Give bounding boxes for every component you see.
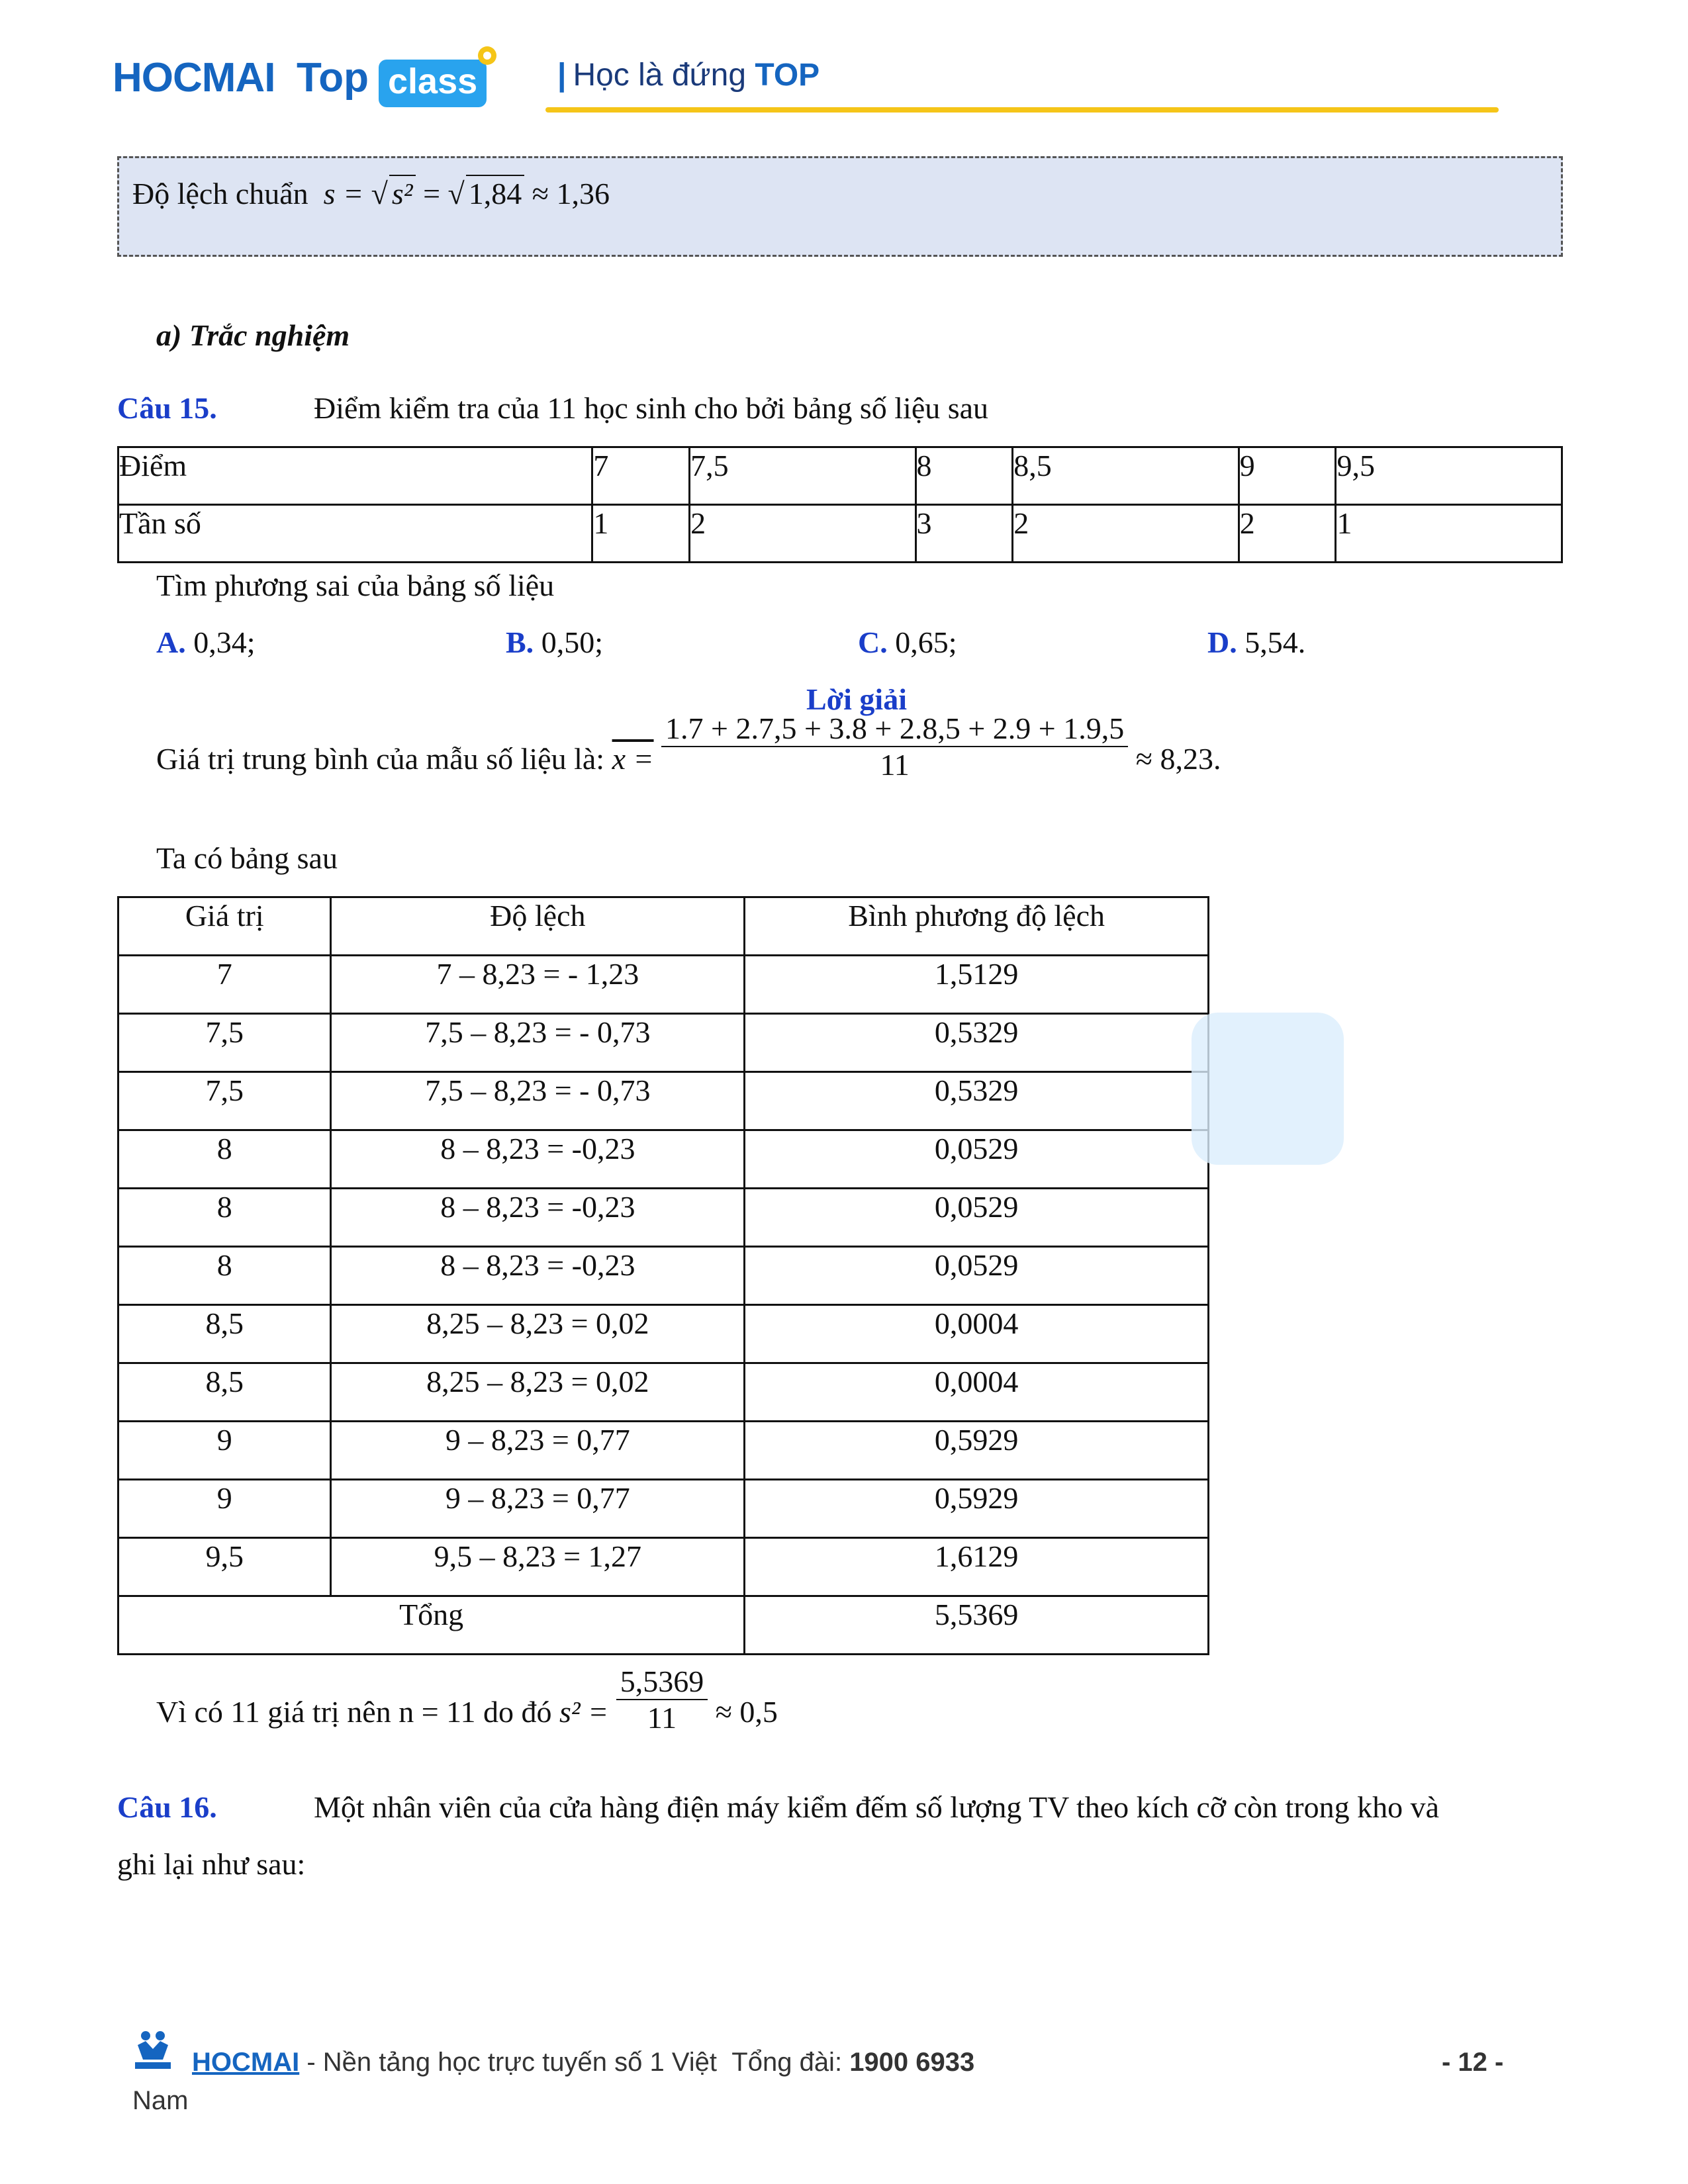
table-row (118, 1422, 1209, 1480)
table-cell: 2 (1013, 505, 1239, 563)
conclusion-numerator: 5,5369 (616, 1664, 708, 1700)
table-cell: 8 – 8,23 = -0,23 (331, 1189, 745, 1247)
option-key: D. (1207, 625, 1237, 659)
table-cell: 2 (690, 505, 915, 563)
formula-result: ≈ 1,36 (532, 177, 610, 210)
conclusion-denominator: 11 (647, 1701, 677, 1735)
table-cell: 7,5 – 8,23 = - 0,73 (331, 1014, 745, 1072)
table-cell: 7 (592, 447, 690, 505)
table-cell: 8,5 (1013, 447, 1239, 505)
formula-sqrt2: 1,84 (466, 175, 525, 211)
table-row (118, 1305, 1209, 1363)
tagline: | Học là đứng TOP (557, 58, 820, 93)
page-number: - 12 - (1442, 2048, 1504, 2077)
footer (192, 2048, 974, 2077)
table-cell: 0,0529 (745, 1247, 1209, 1305)
mean-result: ≈ 8,23. (1135, 742, 1221, 776)
table-cell: 0,0004 (745, 1305, 1209, 1363)
mean-numerator: 1.7 + 2.7,5 + 3.8 + 2.8,5 + 2.9 + 1.9,5 (661, 711, 1128, 747)
table-cell: 8 – 8,23 = -0,23 (331, 1130, 745, 1189)
gear-icon (475, 44, 499, 68)
table-cell: Điểm (118, 447, 592, 505)
option-d[interactable] (1207, 625, 1305, 660)
table-cell: 7 – 8,23 = - 1,23 (331, 956, 745, 1014)
q15-prompt: Tìm phương sai của bảng số liệu (156, 569, 555, 602)
table-row (118, 1363, 1209, 1422)
table-cell: 7,5 (690, 447, 915, 505)
hocmai-logo-icon (130, 2026, 176, 2073)
total-label: Tổng (118, 1596, 745, 1655)
option-key: A. (156, 625, 186, 659)
formula-eq: = (423, 177, 441, 210)
table-cell: 8,25 – 8,23 = 0,02 (331, 1305, 745, 1363)
conclusion-lhs: s² = (559, 1695, 609, 1729)
tagline-bold: TOP (755, 58, 820, 93)
table-cell: 7,5 (118, 1014, 331, 1072)
option-value: 5,54. (1244, 625, 1306, 659)
table-row (118, 1189, 1209, 1247)
column-header: Độ lệch (331, 897, 745, 956)
total-value: 5,5369 (745, 1596, 1209, 1655)
table-cell: 0,5929 (745, 1480, 1209, 1538)
conclusion-text: Vì có 11 giá trị nên n = 11 do đó (156, 1695, 552, 1729)
hotline-number: 1900 6933 (849, 2048, 975, 2077)
table-cell: 1,5129 (745, 956, 1209, 1014)
option-value: 0,50; (541, 625, 603, 659)
option-value: 0,65; (895, 625, 957, 659)
table-cell: 7 (118, 956, 331, 1014)
q15-text: Điểm kiểm tra của 11 học sinh cho bởi bảng số liệu sau (314, 391, 989, 425)
std-dev-formula: Độ lệch chuẩn s = √ s² = √ 1,84 ≈ 1,36 (132, 175, 610, 211)
table-cell: 0,5329 (745, 1014, 1209, 1072)
table-cell: 1,6129 (745, 1538, 1209, 1596)
table-cell: 9,5 (118, 1538, 331, 1596)
option-a[interactable] (156, 625, 256, 660)
formula-sqrt1: s² (391, 177, 413, 210)
table-cell: 8 (118, 1247, 331, 1305)
table-cell: 9 – 8,23 = 0,77 (331, 1480, 745, 1538)
table-total-row (118, 1596, 1209, 1655)
table-cell: 8,5 (118, 1305, 331, 1363)
table-row (118, 956, 1209, 1014)
column-header: Giá trị (118, 897, 331, 956)
tagline-prefix: Học là đứng (573, 58, 747, 93)
footer-brand[interactable]: HOCMAI (192, 2048, 300, 2077)
q16-text-line1: Một nhân viên của cửa hàng điện máy kiểm đếm số lượng TV theo kích cỡ còn trong kho và (314, 1790, 1440, 1824)
mean-denominator: 11 (880, 748, 910, 782)
mean-line (156, 711, 1221, 782)
table-cell: 9,5 (1336, 447, 1562, 505)
logo-class: class (379, 60, 487, 107)
deviation-table (117, 896, 1209, 1655)
header-divider (545, 107, 1499, 113)
std-dev-label: Độ lệch chuẩn (132, 177, 308, 210)
table-cell: 8,5 (118, 1363, 331, 1422)
table-cell: 0,0529 (745, 1189, 1209, 1247)
table-cell: 9 (118, 1480, 331, 1538)
table-cell: 0,0529 (745, 1130, 1209, 1189)
table-row (118, 1014, 1209, 1072)
table-row (118, 1247, 1209, 1305)
table-cell: 8 (915, 447, 1013, 505)
score-frequency-table (117, 446, 1563, 563)
q15-label: Câu 15. (117, 391, 217, 425)
table-cell: 9 (1239, 447, 1336, 505)
table-cell: 2 (1239, 505, 1336, 563)
conclusion-result: ≈ 0,5 (715, 1695, 778, 1729)
footer-desc: - Nền tảng học trực tuyến số 1 Việt (299, 2048, 718, 2077)
hotline-label: Tổng đài: (731, 2048, 843, 2077)
mean-fraction (661, 711, 1128, 782)
column-header: Bình phương độ lệch (745, 897, 1209, 956)
table-cell: Tần số (118, 505, 592, 563)
mean-text: Giá trị trung bình của mẫu số liệu là: (156, 742, 605, 776)
table-cell: 8 – 8,23 = -0,23 (331, 1247, 745, 1305)
formula-lhs: s = (323, 177, 364, 210)
watermark (1192, 1013, 1344, 1165)
table-cell: 0,5929 (745, 1422, 1209, 1480)
conclusion-fraction (616, 1664, 708, 1735)
table-cell: 9 – 8,23 = 0,77 (331, 1422, 745, 1480)
footer-desc-cont: Nam (132, 2086, 189, 2115)
table-cell: 1 (1336, 505, 1562, 563)
table-cell: 1 (592, 505, 690, 563)
table-cell: 7,5 – 8,23 = - 0,73 (331, 1072, 745, 1130)
table-cell: 8,25 – 8,23 = 0,02 (331, 1363, 745, 1422)
option-b[interactable] (506, 625, 603, 660)
mean-lhs: x = (612, 742, 654, 776)
table-row (118, 447, 1562, 505)
table-intro: Ta có bảng sau (156, 841, 338, 875)
table-row (118, 1072, 1209, 1130)
q16-text-line2: ghi lại như sau: (117, 1847, 306, 1881)
section-title: a) Trắc nghiệm (156, 318, 350, 352)
table-cell: 8 (118, 1130, 331, 1189)
option-key: C. (858, 625, 888, 659)
logo-top: Top (297, 55, 369, 101)
table-cell: 9 (118, 1422, 331, 1480)
table-cell: 3 (915, 505, 1013, 563)
table-header-row (118, 897, 1209, 956)
table-cell: 8 (118, 1189, 331, 1247)
solution-title: Lời giải (806, 682, 907, 716)
table-cell: 9,5 – 8,23 = 1,27 (331, 1538, 745, 1596)
table-row (118, 1480, 1209, 1538)
table-cell: 0,0004 (745, 1363, 1209, 1422)
table-cell: 0,5329 (745, 1072, 1209, 1130)
table-row (118, 505, 1562, 563)
table-cell: 7,5 (118, 1072, 331, 1130)
option-value: 0,34; (193, 625, 256, 659)
q16-label: Câu 16. (117, 1790, 217, 1824)
table-row (118, 1130, 1209, 1189)
conclusion-line (156, 1664, 778, 1735)
logo-hocmai: HOCMAI (113, 55, 275, 101)
option-c[interactable] (858, 625, 957, 660)
option-key: B. (506, 625, 534, 659)
table-row (118, 1538, 1209, 1596)
